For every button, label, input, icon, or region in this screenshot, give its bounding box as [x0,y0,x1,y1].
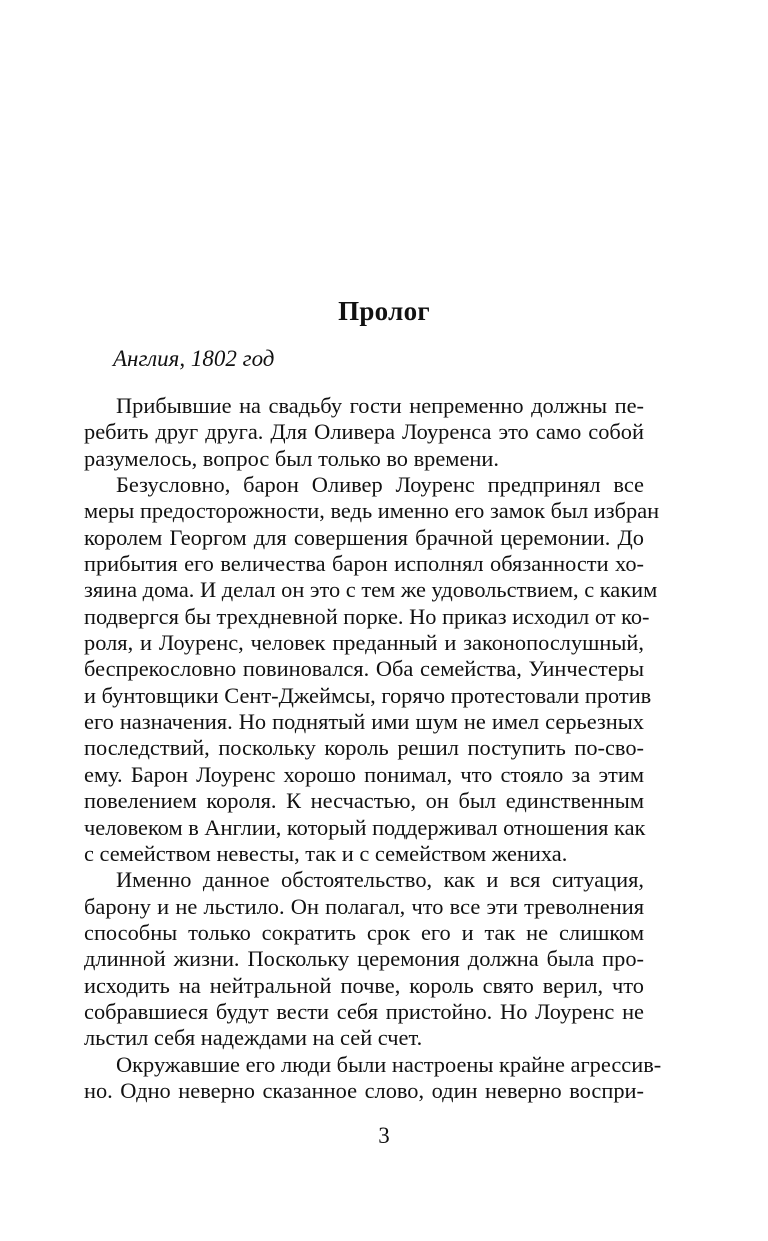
text-line: прибытия его величества барон исполнял обязанности хо- [84,551,644,577]
text-line: ему. Барон Лоуренс хорошо понимал, что стояло за этим [84,761,644,787]
text-line: длинной жизни. Поскольку церемония должна была про- [84,946,644,972]
text-line: зяина дома. И делал он это с тем же удовольствием, с каким [84,577,658,603]
text-line: льстил себя надеждами на сей счет. [84,1025,423,1051]
text-line: беспрекословно повиновался. Оба семейства, Уинчестеры [84,656,644,682]
text-line: разумелось, вопрос был только во времени. [84,445,499,471]
text-line: его назначения. Но поднятый ими шум не имел серьезных [84,709,644,735]
chapter-title: Пролог [338,296,430,326]
text-line: но. Одно неверно сказанное слово, один неверно воспри- [84,1077,644,1103]
text-line: королем Георгом для совершения брачной церемонии. До [84,524,644,550]
text-line: способны только сократить срок его и так не слишком [84,919,644,945]
text-line: роля, и Лоуренс, человек преданный и законопослушный, [84,630,644,656]
text-line: Прибывшие на свадьбу гости непременно должны пе- [116,393,644,418]
text-line: Безусловно, барон Оливер Лоуренс предпринял все [116,472,644,498]
text-line: с семейством невесты, так и с семейством жениха. [84,840,568,866]
chapter-epigraph: Англия, 1802 год [113,346,275,371]
text-line: собравшиеся будут вести себя пристойно. Но Лоуренс не [84,998,644,1024]
text-line: последствий, поскольку король решил поступить по-сво- [84,735,644,761]
text-line: Именно данное обстоятельство, как и вся ситуация, [116,867,644,893]
body-text [84,393,662,1104]
text-line: барону и не льстило. Он полагал, что все эти треволнения [84,893,644,919]
text-line: человеком в Англии, который поддерживал отношения как [84,814,646,840]
text-line: Окружавшие его люди были настроены крайне агрессив- [116,1051,662,1077]
text-line: ребить друг друга. Для Оливера Лоуренса это само собой [84,419,644,445]
text-line: повелением короля. К несчастью, он был единственным [84,788,644,814]
text-line: меры предосторожности, ведь именно его замок был избран [84,498,660,524]
text-line: исходить на нейтральной почве, король свято верил, что [84,972,644,998]
text-line: и бунтовщики Сент-Джеймсы, горячо протестовали против [84,682,652,708]
page-number: 3 [378,1123,390,1148]
text-line: подвергся бы трехдневной порке. Но приказ исходил от ко- [84,603,650,629]
